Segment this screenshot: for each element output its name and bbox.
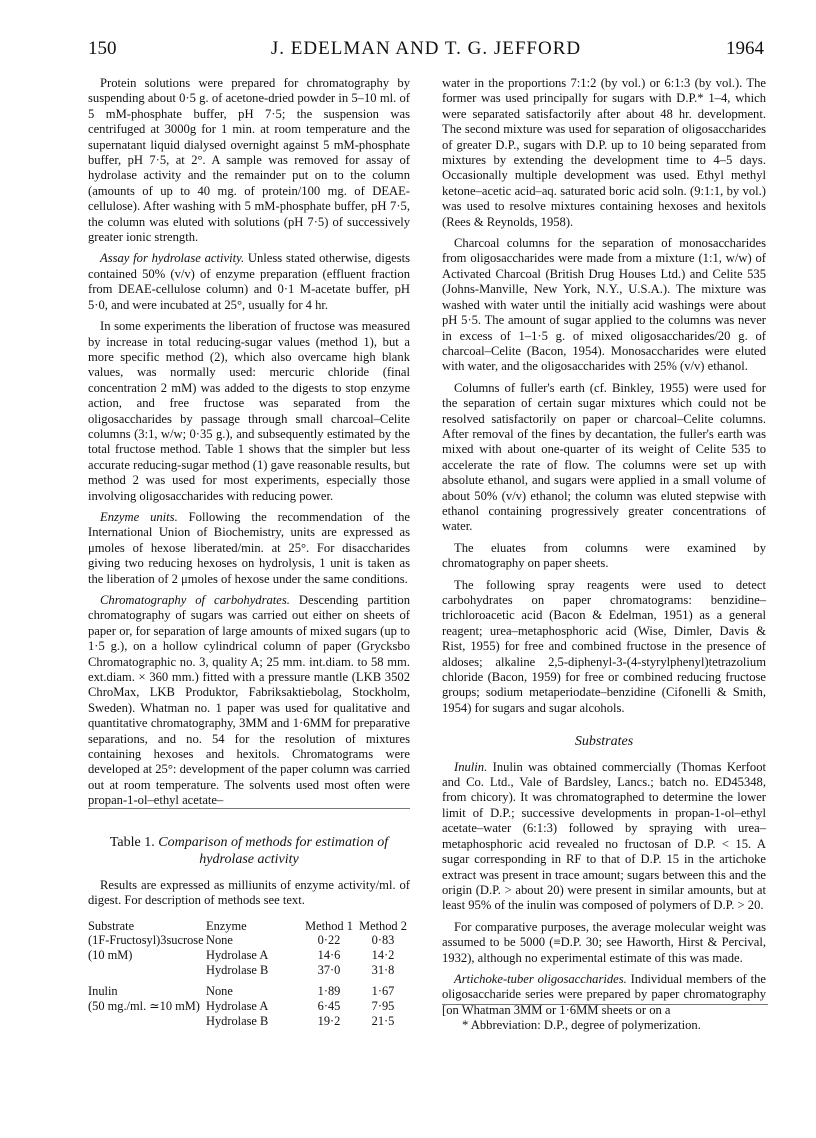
right-paragraph (442, 76, 766, 230)
journal-year: 1964 (726, 38, 764, 59)
table-1 (88, 834, 410, 1029)
paragraph-text: Charcoal columns for the separation of monosaccharides from oligosaccharides were made from a mixture (1:1, w/w) of Activated Charcoal (British Drug Houses Ltd.) and Celite 535 (Johns-Manville, New York, N.Y., U.S.A.). The mixture was washed with water until the initially acid washings were about pH 5·5. The amount of sugar applied to the columns was never in excess of 1–1·5 g. of mixed oligosaccharides/20 g. of charcoal–Celite (Bacon, 1954). Monosaccharides were eluted with water, and the oligosaccharides with 25% (v/v) ethanol. (442, 236, 766, 374)
paragraph-text: Individual members of the oligosaccharide series were prepared by paper chromatography [on Whatman 3MM or 1·6MM sheets or on a (442, 971, 766, 1017)
running-header (88, 38, 764, 66)
table-row (88, 963, 410, 981)
left-column (88, 76, 410, 809)
table-label: Table 1. (109, 835, 155, 850)
run-in-heading: Assay for hydrolase activity. (100, 251, 245, 266)
header-enzyme: Enzyme (206, 918, 247, 933)
table-row (88, 999, 410, 1014)
table-row (88, 981, 410, 999)
footnote: * Abbreviation: D.P., degree of polymerization. (462, 1018, 701, 1032)
right-paragraph (442, 541, 766, 572)
table-row (88, 933, 410, 948)
cell-method-2: 1·67 (371, 983, 395, 998)
cell-substrate (88, 963, 206, 981)
right-paragraph (442, 381, 766, 535)
table-row (88, 948, 410, 963)
right-paragraph (442, 760, 766, 914)
left-paragraph (88, 251, 410, 313)
cell-method-2: 31·8 (371, 962, 395, 977)
table-caption (88, 834, 410, 868)
paragraph-text: Columns of fuller's earth (cf. Binkley, 1955) were used for the separation of certain sugar mixtures which could not be resolved satisfactorily on paper or charcoal–Celite columns. After removal of the fines by decantation, the fuller's earth was mixed with about one-quarter of its weight of Celite 535 to accelerate the rate of flow. The columns were set up with absolute ethanol, and sugars were applied in a small volume of about 50% (v/v) ethanol; the column was eluted stepwise with ethanol containing progressively greater concentrations of water. (442, 380, 766, 534)
footnote-rule (442, 1004, 768, 1005)
table-title: Comparison of methods for estimation of hydrolase activity (158, 835, 389, 867)
table-note: Results are expressed as milliunits of enzyme activity/ml. of digest. For description of methods see text. (88, 878, 410, 908)
table-top-rule (88, 808, 410, 809)
paragraph-text: water in the proportions 7:1:2 (by vol.) or 6:1:3 (by vol.). The former was used principally for sugars with D.P.* 1–4, which were separated satisfactorily after about 48 hr. development. The second mixture was used for separation of oligosaccharides of greater D.P., sugars with D.P. up to 10 being separated from mixtures by extending the development time to 4–5 days. Occasionally multiple development was used. Ethyl methyl ketone–acetic acid–aq. saturated boric acid soln. (9:1:1, by vol.) was used to resolve mixtures containing hexoses and hexitols (Rees & Reynolds, 1958). (442, 76, 766, 229)
cell-substrate: Inulin (88, 983, 118, 998)
run-in-heading: Artichoke-tuber oligosaccharides. (454, 971, 627, 986)
cell-enzyme: Hydrolase B (206, 1013, 269, 1028)
left-paragraph (88, 593, 410, 809)
cell-substrate: (1F-Fructosyl)3sucrose (88, 932, 204, 947)
paragraph-text: Inulin was obtained commercially (Thomas Kerfoot and Co. Ltd., Vale of Bardsley, Lancs.; batch no. ED45348, from chicory). It was chromatographed to determine the lower limit of D.P.; successive developments in propan-1-ol–ethyl acetate–water (6:1:3) followed by spraying with urea–metaphosphoric acid revealed no fructosan of D.P. < 15. A sugar corresponding in RF to that of D.P. 15 in the artichoke extract was present in trace amount; sugars between this and the origin (D.P. > about 20) were present in similar amounts, but at least 95% of the inulin was composed of polymers of D.P. > 20. (442, 759, 766, 913)
paragraph-text: For comparative purposes, the average molecular weight was assumed to be 5000 (≡D.P. 30; see Haworth, Hirst & Percival, 1932), although no experimental estimate of this was made. (442, 919, 766, 965)
cell-method-2: 7·95 (371, 998, 395, 1013)
running-title: J. EDELMAN AND T. G. JEFFORD (270, 38, 582, 59)
run-in-heading: Chromatography of carbohydrates. (100, 593, 290, 607)
paragraph-text: The following spray reagents were used to detect carbohydrates on paper chromatograms: benzidine–trichloroacetic acid (Bacon & Edelman, 1951) as a general reagent; urea–metaphosphoric acid (Wise, Dimler, Davis & Rist, 1955) for free and combined fructose in the presence of aldoses; alkaline 2,5-diphenyl-3-(4-styrylphenyl)tetrazolium chloride (Bacon, 1959) for free or combined reducing fructose groups; sodium metaperiodate–benzidine (Cifonelli & Smith, 1954) for sugars and sugar alcohols. (442, 577, 766, 715)
header-method-1: Method 1 (305, 918, 353, 933)
paragraph-text: Following the recommendation of the International Union of Biochemistry, units are expressed as μmoles of hexose liberated/min. at 25°. For disaccharides giving two reducing hexoses on hydrolysis, 1 unit is taken as the liberation of 2 μmoles of hexose under the same conditions. (88, 509, 410, 586)
table-row (88, 1014, 410, 1029)
cell-method-1: 37·0 (317, 962, 341, 977)
cell-method-1: 0·22 (317, 932, 341, 947)
paragraph-text: Unless stated otherwise, digests contained 50% (v/v) of enzyme preparation (effluent fraction from DEAE-cellulose column) and 0·1 M-acetate buffer, pH 5·0, and were incubated at 25°, usually for 4 hr. (88, 251, 411, 312)
run-in-heading: Enzyme units. (100, 509, 178, 524)
cell-enzyme: None (206, 983, 233, 998)
page-number: 150 (88, 38, 117, 59)
cell-method-2: 0·83 (371, 932, 395, 947)
left-paragraph (88, 510, 410, 587)
cell-enzyme: Hydrolase A (206, 998, 269, 1013)
paragraph-text: Descending partition chromatography of sugars was carried out either on sheets of paper or, for separation of large amounts of mixed sugars (up to 1·5 g.), on a hollow cylindrical column of paper (Grycksbo Chromatographic no. 3, quality A; 25 mm. int.diam. to 58 mm. ext.diam. × 360 mm.) fitted with a pressure mantle (LKB 3502 ChroMax, LKB Produktor, Fabriksaktiebolag, Stockholm, Sweden). Whatman no. 1 paper was used for qualitative and quantitative chromatography, 3MM and 1·6MM for preparative separations, and no. 54 for the resolution of mixtures containing hexoses and hexitols. Chromatograms were developed at 25°: development of the paper column was carried out at room temperature. The solvents used most often were propan-1-ol–ethyl acetate– (88, 593, 410, 808)
left-paragraph (88, 76, 410, 245)
right-paragraph (442, 972, 766, 1018)
right-paragraph (442, 236, 766, 375)
right-column (442, 76, 766, 1018)
cell-enzyme: Hydrolase B (206, 962, 269, 977)
cell-method-1: 19·2 (317, 1013, 341, 1028)
right-paragraph (442, 578, 766, 717)
section-heading: Substrates (574, 734, 634, 750)
paragraph-text: The eluates from columns were examined by chromatography on paper sheets. (442, 540, 766, 571)
right-paragraph (442, 920, 766, 966)
header-substrate: Substrate (88, 918, 135, 933)
cell-substrate: (50 mg./ml. ≃10 mM) (88, 998, 200, 1013)
cell-method-2: 14·2 (371, 947, 395, 962)
cell-substrate (88, 1014, 206, 1029)
cell-substrate: (10 mM) (88, 947, 133, 962)
cell-enzyme: None (206, 932, 233, 947)
paragraph-text: In some experiments the liberation of fructose was measured by increase in total reducing-sugar values (method 1), but a more specific method (2), which also overcame high blank values, was normally used: mercuric chloride (final concentration 2 mM) was added to the digests to stop enzyme action, and free fructose was separated from the oligosaccharides by passage through small charcoal–Celite columns (3:1, w/w; 0·35 g.), and subsequently estimated by the total fructose method. Table 1 shows that the simpler but less accurate reducing-sugar method (1) gave reasonable results, but method 2 was used for most experiments, especially those involving oligosaccharides with reducing power. (88, 319, 410, 503)
cell-method-1: 6·45 (317, 998, 341, 1013)
hydrolase-table (88, 919, 410, 1029)
paragraph-text: Protein solutions were prepared for chromatography by suspending about 0·5 g. of acetone-dried powder in 5–10 ml. of 5 mM-phosphate buffer, pH 7·5; the suspension was centrifuged at 3000g for 1 min. at room temperature and the supernatant liquid dialysed overnight against 5 mM-phosphate buffer, pH 7·5, at 2°. A sample was removed for assay of hydrolase activity and the remainder put on to the column (amounts of up to 40 mg. of protein/100 mg. of DEAE-cellulose). After washing with 5 mM-phosphate buffer, pH 7·5, the column was eluted with solutions (pH 7·5) of successively greater ionic strength. (88, 76, 410, 245)
header-method-2: Method 2 (359, 918, 407, 933)
run-in-heading: Inulin. (454, 759, 488, 774)
cell-method-1: 1·89 (317, 983, 341, 998)
cell-enzyme: Hydrolase A (206, 947, 269, 962)
cell-method-2: 21·5 (371, 1013, 395, 1028)
left-paragraph (88, 319, 410, 504)
cell-method-1: 14·6 (317, 947, 341, 962)
